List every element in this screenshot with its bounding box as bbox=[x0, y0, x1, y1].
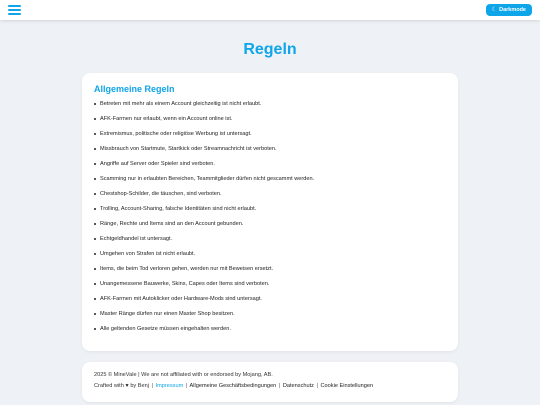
page-title: Regeln bbox=[243, 41, 297, 58]
menu-bar-line bbox=[8, 13, 21, 15]
rule-item: AFK-Farmen nur erlaubt, wenn ein Account online ist. bbox=[94, 116, 446, 131]
moon-icon: ☾ bbox=[491, 7, 498, 13]
rule-item: Echtgeldhandel ist untersagt. bbox=[94, 236, 446, 251]
crafted-with-text: Crafted with bbox=[94, 383, 124, 389]
rule-item: Chestshop-Schilder, die täuschen, sind verboten. bbox=[94, 191, 446, 206]
menu-bar-line bbox=[8, 5, 21, 7]
rule-item: Angriffe auf Server oder Spieler sind verboten. bbox=[94, 161, 446, 176]
rules-card bbox=[82, 73, 458, 351]
footer-copyright: 2025 © MineVale | We are not affiliated with or endorsed by Mojang, AB. bbox=[94, 372, 273, 378]
separator: | bbox=[316, 383, 318, 389]
rule-item: Items, die beim Tod verloren gehen, werden nur mit Beweisen ersetzt. bbox=[94, 266, 446, 281]
top-navigation-bar bbox=[0, 0, 540, 20]
rule-item: Scamming nur in erlaubten Bereichen, Teammitglieder dürfen nicht gescammt werden. bbox=[94, 176, 446, 191]
rule-item: Unangemessene Bauwerke, Skins, Capes oder Items sind verboten. bbox=[94, 281, 446, 296]
separator: | bbox=[278, 383, 281, 389]
rule-item: Ränge, Rechte und Items sind an den Account gebunden. bbox=[94, 221, 446, 236]
rule-item: Betreten mit mehr als einem Account gleichzeitig ist nicht erlaubt. bbox=[94, 101, 446, 116]
hamburger-menu-icon[interactable] bbox=[8, 5, 21, 15]
rule-item: Extremismus, politische oder religiöse Werbung ist untersagt. bbox=[94, 131, 446, 146]
rule-item: Trolling, Account-Sharing, falsche Identitäten sind nicht erlaubt. bbox=[94, 206, 446, 221]
rule-item: Master Ränge dürfen nur einen Master Shop besitzen. bbox=[94, 311, 446, 326]
separator: | bbox=[151, 383, 153, 389]
datenschutz-link[interactable]: Datenschutz bbox=[282, 383, 314, 389]
footer-links-line bbox=[94, 383, 446, 390]
agb-link[interactable]: Allgemeine Geschäftsbedingungen bbox=[189, 383, 277, 389]
rule-item: AFK-Farmen mit Autoklicker oder Hardware-Mods sind untersagt. bbox=[94, 296, 446, 311]
rules-list bbox=[94, 101, 446, 341]
darkmode-label: Darkmode bbox=[499, 7, 526, 13]
cookie-settings-link[interactable]: Cookie Einstellungen bbox=[320, 383, 374, 389]
rule-item: Umgehen von Strafen ist nicht erlaubt. bbox=[94, 251, 446, 266]
crafted-by-text: by Benj bbox=[130, 383, 149, 389]
rule-item: Alle geltenden Gesetze müssen eingehalten werden. bbox=[94, 326, 446, 341]
impressum-link[interactable]: Impressum bbox=[155, 383, 184, 389]
rule-item: Missbrauch von Startmute, Startkick oder Streamnachricht ist verboten. bbox=[94, 146, 446, 161]
heart-icon: ♥ bbox=[125, 383, 129, 389]
darkmode-toggle-button[interactable] bbox=[486, 4, 532, 16]
footer-card bbox=[82, 362, 458, 402]
rules-section-title: Allgemeine Regeln bbox=[94, 84, 175, 94]
menu-bar-line bbox=[8, 9, 21, 11]
separator: | bbox=[185, 383, 188, 389]
